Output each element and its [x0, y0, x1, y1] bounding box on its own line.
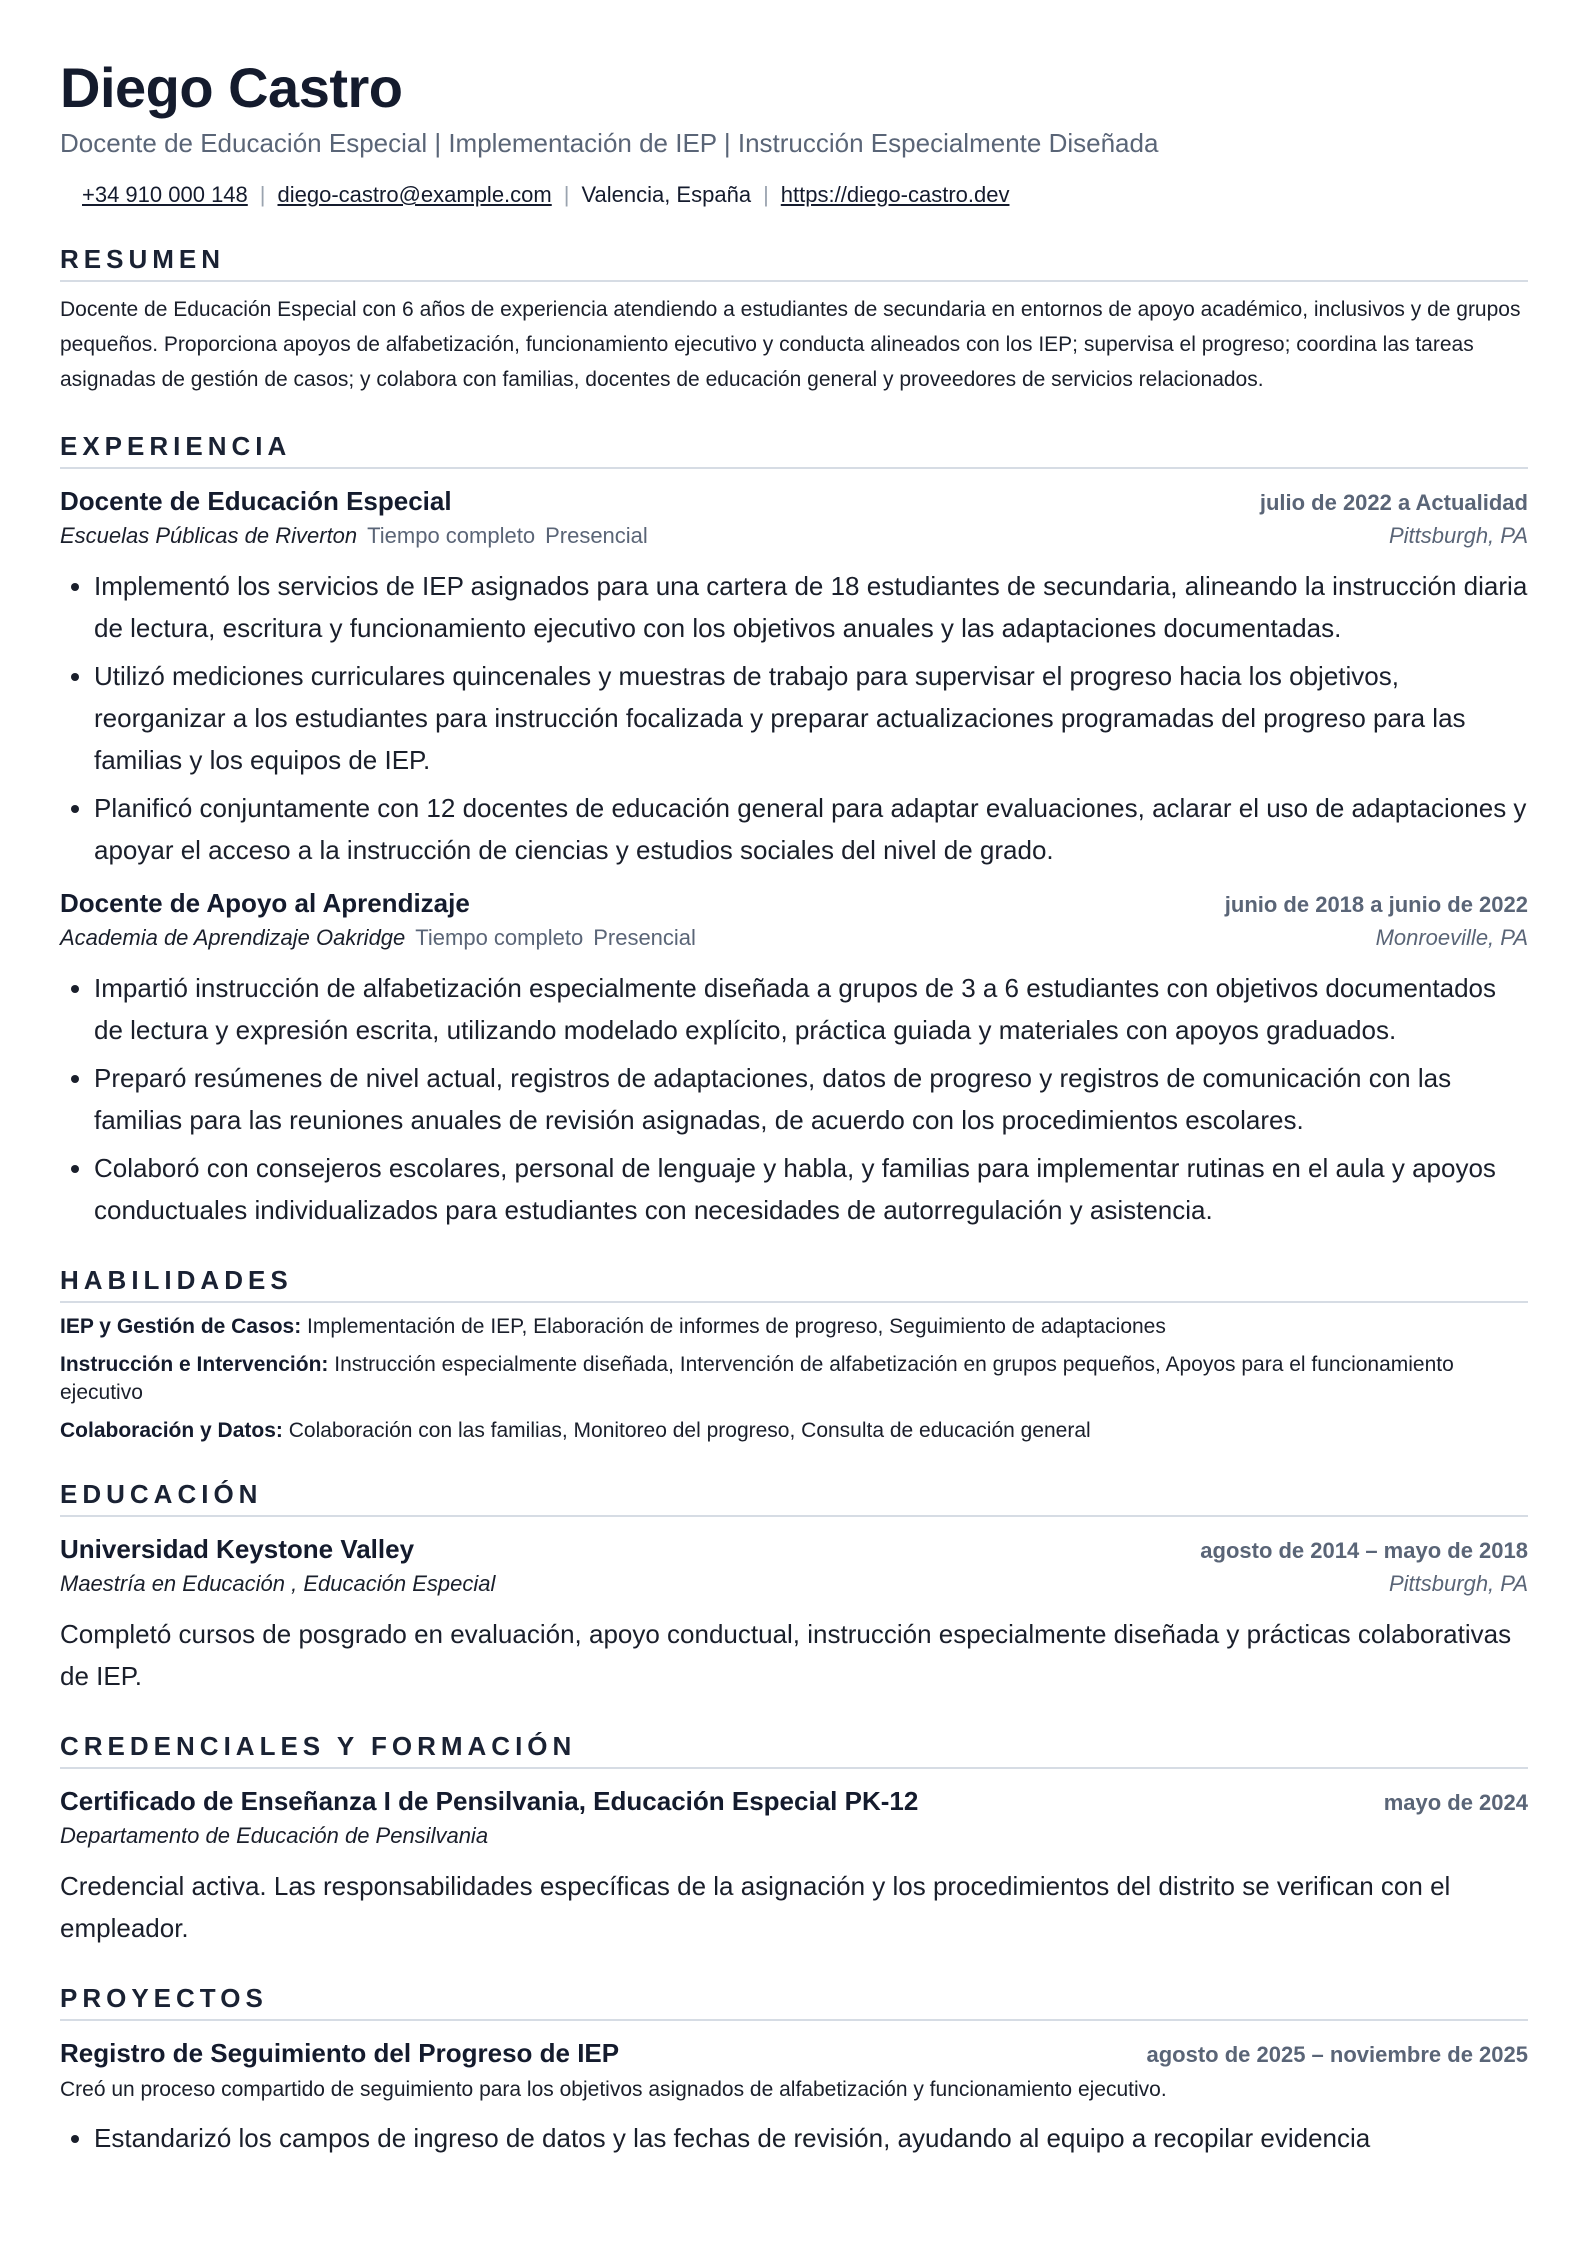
- job-type: Tiempo completo: [415, 925, 584, 950]
- credential-description: Credencial activa. Las responsabilidades específicas de la asignación y los procedimientos del distrito se verifican con el empleador.: [60, 1871, 1451, 1943]
- job-org: Escuelas Públicas de Riverton: [60, 523, 358, 548]
- job-dates: julio de 2022 a Actualidad: [1259, 490, 1528, 515]
- skill-row: [60, 1351, 1528, 1407]
- skill-label: Colaboración y Datos:: [60, 1419, 283, 1442]
- job-bullets: [60, 565, 1528, 871]
- candidate-tagline: Docente de Educación Especial | Implementación de IEP | Instrucción Especialmente Diseñada: [60, 128, 1159, 158]
- skill-row: [60, 1313, 1528, 1341]
- job-bullets: [60, 967, 1528, 1231]
- project-description: Creó un proceso compartido de seguimiento para los objetivos asignados de alfabetización y funcionamiento ejecutivo.: [60, 2078, 1167, 2101]
- job-mode: Presencial: [545, 523, 648, 548]
- job-role: Docente de Educación Especial: [60, 486, 452, 516]
- job-mode: Presencial: [593, 925, 696, 950]
- credential-name: Certificado de Enseñanza I de Pensilvania, Educación Especial PK-12: [60, 1786, 919, 1816]
- education-description: Completó cursos de posgrado en evaluación, apoyo conductual, instrucción especialmente diseñada y prácticas colaborativas de IEP.: [60, 1619, 1512, 1691]
- summary-text: Docente de Educación Especial con 6 años de experiencia atendiendo a estudiantes de secundaria en entornos de apoyo académico, inclusivos y de grupos pequeños. Proporciona apoyos de alfabetización, funcionamiento ejecutivo y conducta alineados con los IEP; supervisa el progreso; coordina las tareas asignadas de gestión de casos; y colabora con familias, docentes de educación general y proveedores de servicios relacionados.: [60, 298, 1521, 391]
- education-location: Pittsburgh, PA: [1389, 1571, 1528, 1596]
- bullet-item: • Planificó conjuntamente con 12 docentes de educación general para adaptar evaluaciones, aclarar el uso de adaptaciones y apoyar el acceso a la instrucción de ciencias y estudios sociales del nivel de grado.: [94, 787, 1528, 871]
- bullet-item: • Estandarizó los campos de ingreso de datos y las fechas de revisión, ayudando al equipo a recopilar evidencia: [94, 2117, 1528, 2159]
- job-role: Docente de Apoyo al Aprendizaje: [60, 888, 470, 918]
- contact-separator: |: [763, 182, 769, 207]
- email-link[interactable]: diego-castro@example.com: [277, 182, 552, 207]
- bullet-item: • Utilizó mediciones curriculares quincenales y muestras de trabajo para supervisar el progreso hacia los objetivos, reorganizar a los estudiantes para instrucción focalizada y preparar actualizaciones programadas del progreso para las familias y los equipos de IEP.: [94, 655, 1528, 781]
- section-title-experience: EXPERIENCIA: [60, 429, 1528, 469]
- bullet-item: • Implementó los servicios de IEP asignados para una cartera de 18 estudiantes de secundaria, alineando la instrucción diaria de lectura, escritura y funcionamiento ejecutivo con los objetivos anuales y las adaptaciones documentadas.: [94, 565, 1528, 649]
- section-title-summary: RESUMEN: [60, 242, 1528, 282]
- candidate-name: Diego Castro: [60, 56, 403, 119]
- experience-entry: [60, 483, 1528, 871]
- bullet-item: • Preparó resúmenes de nivel actual, registros de adaptaciones, datos de progreso y registros de comunicación con las familias para las reuniones anuales de revisión asignadas, de acuerdo con los procedimientos escolares.: [94, 1057, 1528, 1141]
- skill-value: Instrucción especialmente diseñada, Intervención de alfabetización en grupos pequeños, Apoyos para el funcionamiento ejecutivo: [60, 1353, 1454, 1404]
- website-link[interactable]: https://diego-castro.dev: [780, 182, 1010, 207]
- skill-row: [60, 1417, 1528, 1445]
- credential-issuer: Departamento de Educación de Pensilvania: [60, 1823, 489, 1848]
- contact-separator: |: [563, 182, 570, 207]
- contact-line: [60, 180, 1528, 210]
- degree-text: Maestría en Educación , Educación Especial: [60, 1571, 496, 1596]
- project-name: Registro de Seguimiento del Progreso de IEP: [60, 2038, 620, 2068]
- skill-value: Implementación de IEP, Elaboración de informes de progreso, Seguimiento de adaptaciones: [307, 1315, 1166, 1338]
- section-title-projects: PROYECTOS: [60, 1981, 1528, 2021]
- project-dates: agosto de 2025 – noviembre de 2025: [1146, 2042, 1528, 2067]
- skill-label: IEP y Gestión de Casos:: [60, 1315, 302, 1338]
- education-dates: agosto de 2014 – mayo de 2018: [1200, 1538, 1528, 1563]
- bullet-item: • Impartió instrucción de alfabetización especialmente diseñada a grupos de 3 a 6 estudiantes con objetivos documentados de lectura y expresión escrita, utilizando modelado explícito, práctica guiada y materiales con apoyos graduados.: [94, 967, 1528, 1051]
- experience-entry: [60, 885, 1528, 1231]
- contact-separator: |: [259, 182, 266, 207]
- location-text: Valencia, España: [581, 182, 752, 207]
- phone-link[interactable]: +34 910 000 148: [82, 182, 248, 207]
- section-title-education: EDUCACIÓN: [60, 1477, 1528, 1517]
- job-location: Monroeville, PA: [1375, 925, 1528, 950]
- credential-date: mayo de 2024: [1383, 1790, 1528, 1815]
- project-bullets: [60, 2117, 1528, 2159]
- skill-value: Colaboración con las familias, Monitoreo del progreso, Consulta de educación general: [288, 1419, 1091, 1442]
- job-dates: junio de 2018 a junio de 2022: [1224, 892, 1528, 917]
- school-name: Universidad Keystone Valley: [60, 1534, 415, 1564]
- bullet-item: • Colaboró con consejeros escolares, personal de lenguaje y habla, y familias para implementar rutinas en el aula y apoyos conductuales individualizados para estudiantes con necesidades de autorregulación y asistencia.: [94, 1147, 1528, 1231]
- section-title-credentials: CREDENCIALES Y FORMACIÓN: [60, 1729, 1528, 1769]
- job-type: Tiempo completo: [367, 523, 536, 548]
- skill-label: Instrucción e Intervención:: [60, 1353, 329, 1376]
- job-org: Academia de Aprendizaje Oakridge: [60, 925, 406, 950]
- job-location: Pittsburgh, PA: [1389, 523, 1528, 548]
- section-title-skills: HABILIDADES: [60, 1263, 1528, 1303]
